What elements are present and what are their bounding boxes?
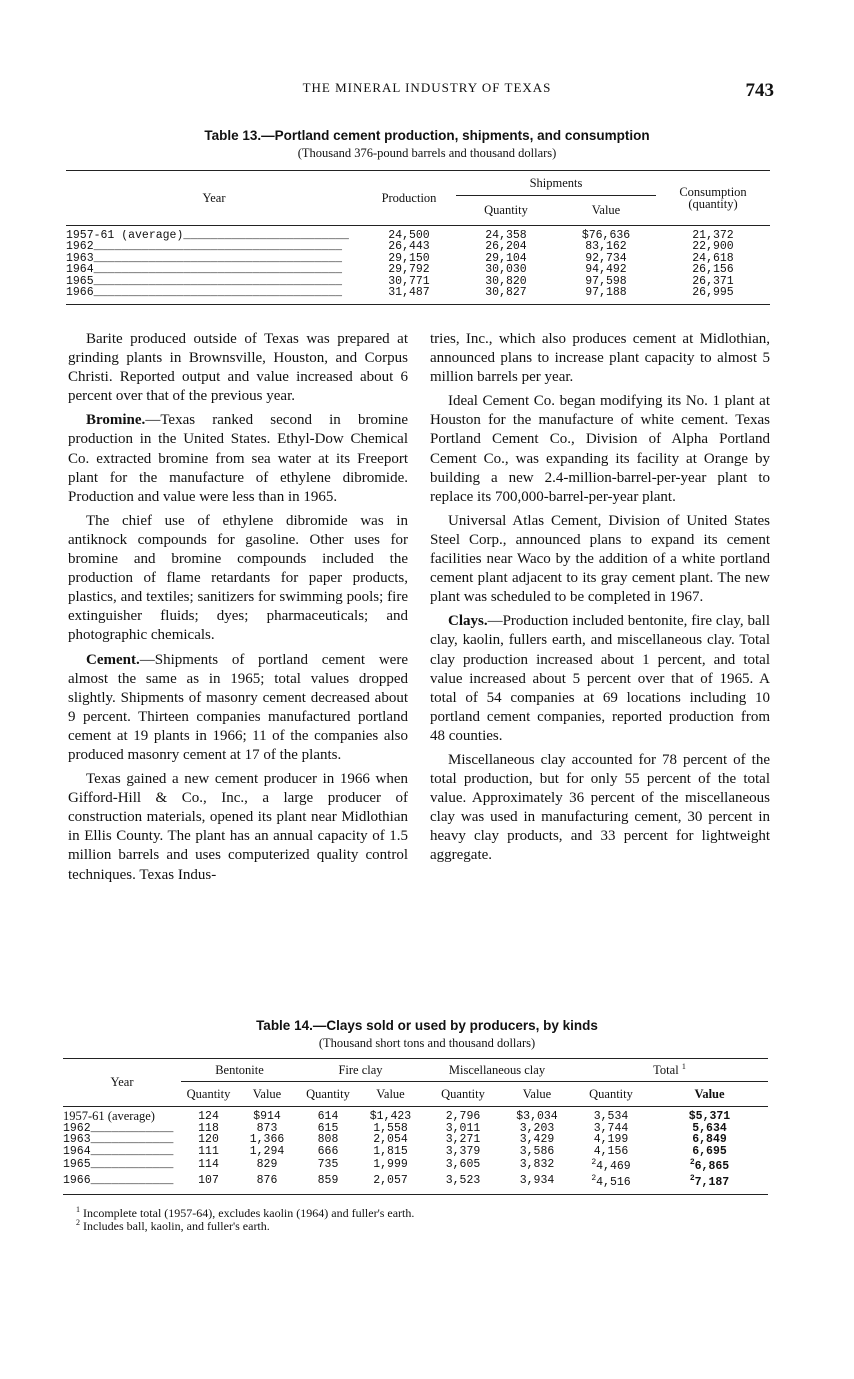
table-row: 1962____________________________________ 26,443 26,204 83,162 22,900 <box>66 240 734 254</box>
table14-header-quantity: Quantity <box>298 1082 358 1107</box>
table13-header-year: Year <box>66 171 362 226</box>
table14-header-bentonite: Bentonite <box>181 1059 298 1082</box>
table14-header-value: Value <box>503 1082 571 1107</box>
table13-caption <box>0 128 854 161</box>
right-column <box>430 330 770 871</box>
table14-header-value: Value <box>651 1082 768 1107</box>
paragraph: Clays.—Production included bentonite, fire clay, ball clay, kaolin, fullers earth, and miscellaneous clay. Total clay production increased about 1 percent, and total value increased about 5 percent over that of 1965. A total of 54 companies at 69 locations including 10 portland cement companies, reported production from 48 counties. <box>430 613 770 744</box>
page-number: 743 <box>745 80 774 101</box>
table14-caption <box>0 1018 854 1051</box>
table-row: 1965____________________________________ 30,771 30,820 97,598 26,371 <box>66 274 734 288</box>
table13-consumption-label: Consumption <box>679 185 747 199</box>
left-column <box>68 330 408 890</box>
table14-header-misc-clay: Miscellaneous clay <box>423 1059 571 1082</box>
section-head-clays: Clays. <box>448 613 488 630</box>
section-head-cement: Cement. <box>86 651 140 668</box>
table-row: 1963____________________________________ 29,150 29,104 92,734 24,618 <box>66 251 734 265</box>
paragraph: Barite produced outside of Texas was prepared at grinding plants in Brownsville, Houston, and Corpus Christi. Reported output and value increased about 6 percent over that of the previous year. <box>68 331 408 405</box>
table-row: 1966____________ 107 876 859 2,057 3,523 3,934 $^2$4,516 $^2$7,187 <box>63 1173 768 1195</box>
table-row: 1957-61 (average)________________________ 24,500 24,358 $76,636 21,372 <box>66 229 734 242</box>
paragraph: Texas gained a new cement producer in 1966 when Gifford-Hill & Co., Inc., a large producer of construction materials, opened its plant near Midlothian in Ellis County. The plant has an annual capacity of 1.5 million barrels and uses computerized quality control techniques. Texas Indus- <box>68 771 408 883</box>
running-title: THE MINERAL INDUSTRY OF TEXAS <box>302 80 552 95</box>
table-row: 1965____________ 114 829 735 1,999 3,605 3,832 $^2$4,469 $^2$6,865 <box>63 1158 730 1174</box>
table14-subtitle: (Thousand short tons and thousand dollars) <box>318 1036 536 1050</box>
table-row: 1966____________________________________ 31,487 30,827 97,188 26,995 <box>66 287 770 305</box>
table13-header-production: Production <box>362 171 456 226</box>
table-row: 1957-61 (average) 124 $914 614 $1,423 2,796 $3,034 3,534 $5,371 <box>63 1109 731 1123</box>
table14-header-value: Value <box>236 1082 298 1107</box>
table14-header-year: Year <box>63 1059 181 1107</box>
paragraph: Bromine.—Texas ranked second in bromine production in the United States. Ethyl-Dow Chemical Co. extracted bromine from sea water at its Freeport plant for the manufacture of ethylene dibromide. Production and value were less than in 1965. <box>68 412 408 505</box>
paragraph: tries, Inc., which also produces cement at Midlothian, announced plans to increase plant capacity to almost 5 million barrels per year. <box>430 331 770 386</box>
table-row: 1962____________ 118 873 615 1,558 3,011 3,203 3,744 5,634 <box>63 1121 727 1135</box>
footnote: $^2$ Includes ball, kaolin, and fuller's earth. <box>76 1218 270 1233</box>
table13-header-consumption <box>656 171 770 226</box>
table14-header-quantity: Quantity <box>571 1082 651 1107</box>
paragraph: The chief use of ethylene dibromide was in antiknock compounds for gasoline. Other uses for bromine and bromine compounds included the production of flame retardants for paper products, plastics, and textiles; sanitizers for swimming pools; fire extinguisher fluids; dyes; pharmaceuticals; and photographic chemicals. <box>68 512 408 644</box>
table14 <box>63 1058 768 1195</box>
table-row: 1963____________ 120 1,366 808 2,054 3,271 3,429 4,199 6,849 <box>63 1133 727 1147</box>
paragraph: Universal Atlas Cement, Division of United States Steel Corp., announced plans to expand its cement facilities near Waco by the addition of a white portland cement plant adjacent to its gray cement plant. The new plant was scheduled to be completed in 1967. <box>430 512 770 606</box>
paragraph: Ideal Cement Co. began modifying its No. 1 plant at Houston for the manufacture of white cement. Texas Portland Cement Co., Division of Alpha Portland Cement Co., was expanding its facility at Orange by building a new 2.4-million-barrel-per-year plant to replace its 700,000-barrel-per-year plant. <box>430 393 770 505</box>
table14-header-quantity: Quantity <box>181 1082 236 1107</box>
table14-header-fire-clay: Fire clay <box>298 1059 423 1082</box>
table13-header-value: Value <box>556 196 656 226</box>
table14-title: Table 14.—Clays sold or used by producers, by kinds <box>256 1018 598 1033</box>
table13-header-shipments: Shipments <box>456 171 656 196</box>
footnote: $^1$ Incomplete total (1957-64), excludes kaolin (1964) and fuller's earth. <box>76 1205 415 1220</box>
section-head-bromine: Bromine. <box>86 412 146 429</box>
table13-subtitle: (Thousand 376-pound barrels and thousand dollars) <box>297 146 557 160</box>
table14-header-total: Total $^1$ <box>571 1059 768 1082</box>
table-row: 1964____________________________________ 29,792 30,030 94,492 26,156 <box>66 263 734 277</box>
table13-consumption-sub: (quantity) <box>688 197 738 211</box>
paragraph: Cement.—Shipments of portland cement were almost the same as in 1965; total values dropped slightly. Shipments of masonry cement decreased about 9 percent. Thirteen companies manufactured portland cement at 19 plants in 1966; 11 of the companies also produced masonry cement at 17 of the plants. <box>68 651 408 763</box>
table14-header-value: Value <box>358 1082 423 1107</box>
table14-header-quantity: Quantity <box>423 1082 503 1107</box>
paragraph: Miscellaneous clay accounted for 78 percent of the total production, but for only 55 percent of the total value. Approximately 36 percent of the miscellaneous clay was used in manufacturing cement, 30 percent in heavy clay products, and 33 percent for lightweight aggregate. <box>430 751 770 864</box>
table13 <box>66 170 770 305</box>
table-row: 1964____________ 111 1,294 666 1,815 3,379 3,586 4,156 6,695 <box>63 1144 727 1158</box>
table13-header-quantity: Quantity <box>456 196 556 226</box>
table13-title: Table 13.—Portland cement production, shipments, and consumption <box>204 128 650 143</box>
